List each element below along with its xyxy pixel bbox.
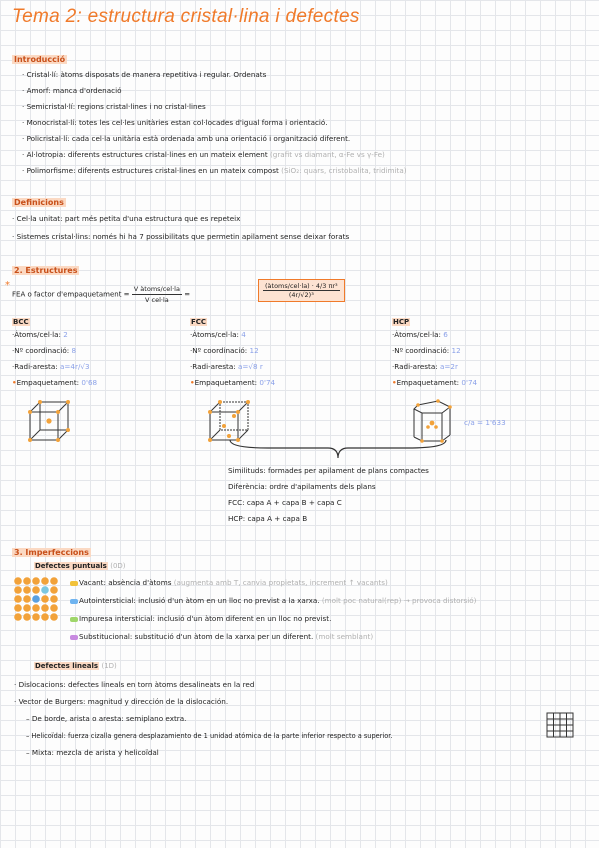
col-ra <box>12 362 97 372</box>
tag-marker <box>70 635 78 640</box>
polimorfisme-note: (SiO₂: quars, cristobalita, tridimita) <box>281 166 407 175</box>
lattice-atom <box>32 577 40 585</box>
ra-label: ·Radi-aresta: <box>12 362 58 371</box>
puntual-item <box>70 632 373 642</box>
intro-item: · Monocristal·lí: totes les cel·les unitàries estan col·locades d'igual forma i orientació. <box>22 118 328 127</box>
fea-den: V cel·la <box>145 296 169 304</box>
lattice-atom <box>32 613 40 621</box>
puntual-text: substitució d'un àtom de la xarxa per un diferent. <box>134 632 314 641</box>
intro-item: · Semicristal·lí: regions cristal·lines i no cristal·lines <box>22 102 206 111</box>
lattice-atom <box>50 577 58 585</box>
ra-value: a=2r <box>440 362 458 371</box>
lattice-atom <box>32 604 40 612</box>
lineals-heading-label: Defectes lineals <box>35 662 99 670</box>
ra-value: a=4r/√3 <box>60 362 90 371</box>
puntual-label: Substitucional: <box>79 632 133 641</box>
section-introduccio <box>12 55 67 64</box>
puntual-text: inclusió d'un àtom diferent en un lloc no previst. <box>157 614 332 623</box>
puntual-text: inclusió d'un àtom en un lloc no previst a la xarxa. <box>138 596 320 605</box>
lattice-atom <box>23 613 31 621</box>
brace-line: HCP: capa A + capa B <box>228 514 308 523</box>
ra-value: a=√8 r <box>238 362 263 371</box>
lattice-atom <box>14 577 22 585</box>
lattice-atom <box>32 586 40 594</box>
intro-alotropia <box>22 150 385 160</box>
col-atoms <box>392 330 477 340</box>
atoms-value: 2 <box>63 330 68 339</box>
lattice-atom <box>14 613 22 621</box>
puntual-text: absència d'àtoms <box>108 578 172 587</box>
puntuals-heading <box>34 562 126 570</box>
nc-value: 8 <box>71 346 77 355</box>
col-ra <box>392 362 477 372</box>
intro-item: · Policristal·lí: cada cel·la unitària està ordenada amb una orientació i organització diferent. <box>22 134 351 143</box>
nc-value: 12 <box>451 346 461 355</box>
lattice-atom <box>14 604 22 612</box>
puntual-item <box>70 614 331 624</box>
section-estructures <box>12 266 79 275</box>
lattice-atom <box>23 577 31 585</box>
brace-icon <box>228 438 448 460</box>
cube-fcc-icon <box>206 400 254 442</box>
lineal-item: – Helicoïdal: fuerza cizalla genera desplazamiento de 1 unidad atómica de la parte inferior respecto a superior. <box>26 732 393 740</box>
puntual-item <box>70 596 476 606</box>
col-atoms <box>190 330 275 340</box>
lineals-heading <box>34 662 117 670</box>
col-title-label: FCC <box>191 318 207 326</box>
atoms-label: ·Àtoms/cel·la: <box>190 330 239 339</box>
col-emp: •Empaquetament: 0'74 <box>190 378 276 387</box>
brace-line: Diferència: ordre d'apilaments dels plans <box>228 482 376 491</box>
section-introduccio-label: Introducció <box>14 55 66 64</box>
box-num: (àtoms/cel·la) · 4/3 πr³ <box>265 282 338 290</box>
box-fraction <box>263 282 340 299</box>
brace-line: FCC: capa A + capa B + capa C <box>228 498 342 507</box>
col-hcp <box>392 318 477 388</box>
lattice-atom <box>41 586 49 594</box>
lattice-atom <box>41 595 49 603</box>
atoms-value: 6 <box>443 330 448 339</box>
fea-num: V àtoms/cel·la <box>133 285 180 293</box>
tag-marker <box>70 599 78 604</box>
cube-bcc-icon <box>26 400 74 442</box>
puntual-label: Vacant: <box>79 578 106 587</box>
lattice-atom <box>41 613 49 621</box>
emp-label: Empaquetament: <box>16 378 80 387</box>
intro-item: · Cristal·lí: àtoms disposats de manera repetitiva i regular. Ordenats <box>22 70 267 79</box>
emp-label: Empaquetament: <box>194 378 258 387</box>
emp-value: 0'68 <box>81 378 98 387</box>
intro-polimorfisme <box>22 166 407 176</box>
fea-label: FEA o factor d'empaquetament = <box>12 290 130 299</box>
ra-label: ·Radi-aresta: <box>190 362 236 371</box>
col-nc <box>190 346 275 356</box>
lattice-atom <box>14 586 22 594</box>
puntual-label: Impuresa intersticial: <box>79 614 155 623</box>
lattice-atom <box>50 595 58 603</box>
lattice-atom <box>23 586 31 594</box>
section-definicions-label: Definicions <box>14 198 64 207</box>
tag-marker <box>70 617 78 622</box>
fea-formula: FEA o factor d'empaquetament = $\frac{\text{V àtoms/cel·la}}{\text{V cel·la}}$ = <box>12 285 191 304</box>
lattice-atom <box>14 595 22 603</box>
lattice-atom <box>50 613 58 621</box>
polimorfisme-text: · Polimorfisme: diferents estructures cristal·lines en un mateix compost <box>22 166 279 175</box>
section-estructures-label: 2. Estructures <box>14 266 78 275</box>
emp-label: Empaquetament: <box>396 378 460 387</box>
col-title <box>190 318 275 326</box>
atoms-label: ·Àtoms/cel·la: <box>392 330 441 339</box>
section-definicions <box>12 198 66 207</box>
col-title <box>392 318 477 326</box>
lineal-item: – Mixta: mezcla de arista y helicoïdal <box>26 748 159 757</box>
lineal-item: · Vector de Burgers: magnitud y dirección de la dislocación. <box>14 697 229 706</box>
col-atoms <box>12 330 97 340</box>
fea-fraction <box>132 284 182 305</box>
puntual-note: (molt semblant) <box>315 632 374 641</box>
puntual-label: Autointersticial: <box>79 596 136 605</box>
ra-label: ·Radi-aresta: <box>392 362 438 371</box>
section-imperfeccions <box>12 548 91 557</box>
definicio-item: · Cel·la unitat: part més petita d'una estructura que es repeteix <box>12 214 241 223</box>
definicio-item: · Sistemes cristal·lins: només hi ha 7 possibilitats que permetin apilament sense deixar forats <box>12 232 350 241</box>
intro-item: · Amorf: manca d'ordenació <box>22 86 122 95</box>
nc-label: ·Nº coordinació: <box>12 346 70 355</box>
box-den: (4r/√2)³ <box>288 291 314 299</box>
lattice-defect-icon <box>14 577 58 621</box>
lineal-item: – De borde, arista o aresta: semiplano extra. <box>26 714 187 723</box>
fea-box <box>258 279 345 302</box>
puntuals-dim: (0D) <box>110 562 126 570</box>
lattice-atom <box>41 604 49 612</box>
col-emp: •Empaquetament: 0'74 <box>392 378 478 387</box>
brace-line: Similituds: formades per apilament de plans compactes <box>228 466 429 475</box>
puntual-note: (molt poc natural(rep) → provoca distorsió) <box>321 596 477 605</box>
puntual-item <box>70 578 388 588</box>
emp-value: 0'74 <box>259 378 276 387</box>
col-bcc <box>12 318 97 388</box>
col-ra <box>190 362 275 372</box>
puntuals-heading-label: Defectes puntuals <box>35 562 107 570</box>
col-title-label: HCP <box>393 318 410 326</box>
lineals-dim: (1D) <box>101 662 117 670</box>
alotropia-note: (grafit vs diamant, α-Fe vs γ-Fe) <box>269 150 385 159</box>
atoms-value: 4 <box>241 330 246 339</box>
col-emp: •Empaquetament: 0'68 <box>12 378 98 387</box>
lattice-atom <box>50 604 58 612</box>
col-nc <box>12 346 97 356</box>
lattice-atom <box>41 577 49 585</box>
col-title <box>12 318 97 326</box>
ca-ratio: c/a = 1'633 <box>464 418 506 427</box>
grid-icon <box>546 712 574 738</box>
nc-label: ·Nº coordinació: <box>190 346 248 355</box>
col-nc <box>392 346 477 356</box>
puntual-note: (augmenta amb T, canvia propietats, increment ↑ vacants) <box>173 578 388 587</box>
lattice-atom <box>23 595 31 603</box>
lattice-atom <box>50 586 58 594</box>
col-fcc <box>190 318 275 388</box>
emp-value: 0'74 <box>461 378 478 387</box>
alotropia-text: · Al·lotropia: diferents estructures cristal·lines en un mateix element <box>22 150 268 159</box>
lattice-atom <box>32 595 40 603</box>
page-title: Tema 2: estructura cristal·lina i defectes <box>12 6 360 27</box>
nc-label: ·Nº coordinació: <box>392 346 450 355</box>
asterisk-icon: * <box>5 280 10 291</box>
lineal-item: · Dislocacions: defectes lineals en torn àtoms desalineats en la red <box>14 680 255 689</box>
col-title-label: BCC <box>13 318 29 326</box>
lattice-atom <box>23 604 31 612</box>
section-imperfeccions-label: 3. Imperfeccions <box>14 548 89 557</box>
atoms-label: ·Àtoms/cel·la: <box>12 330 61 339</box>
tag-marker <box>70 581 78 586</box>
nc-value: 12 <box>249 346 259 355</box>
